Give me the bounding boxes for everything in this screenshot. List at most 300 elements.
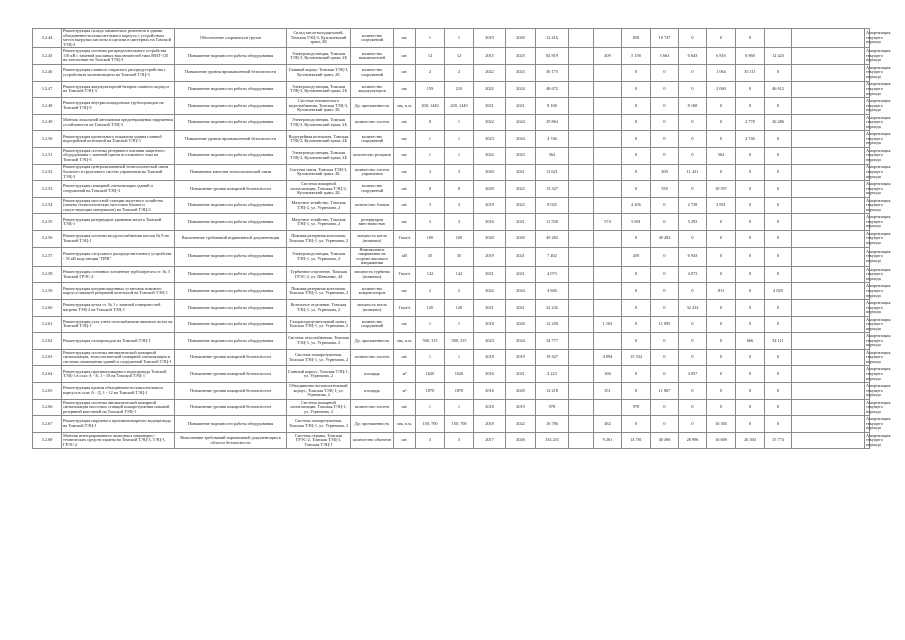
cell-a: 8 bbox=[416, 181, 445, 198]
cell-src: Амортизация текущего периода bbox=[866, 283, 891, 298]
cell-num: 3.2.65 bbox=[33, 383, 62, 400]
cell-c2: 0 bbox=[622, 64, 651, 81]
cell-c1: 9 261 bbox=[594, 432, 622, 449]
cell-c7: 0 bbox=[765, 131, 792, 148]
cell-unit: мм, п.м. bbox=[394, 98, 416, 115]
cell-src: Амортизация текущего периода bbox=[866, 214, 891, 229]
cell-loc: Электроподстанция, Томская ТЭЦ-3, Кузовлевский тракт, 2Б bbox=[287, 114, 351, 131]
cell-empty bbox=[792, 247, 865, 266]
cell-c4: 0 bbox=[679, 333, 707, 350]
cell-empty bbox=[569, 432, 594, 449]
cell-goal: Повышение надежности работы оборудования bbox=[175, 416, 287, 433]
cell-c5: 0 bbox=[707, 349, 736, 366]
cell-src: Амортизация текущего периода bbox=[866, 114, 891, 129]
cell-char: количество сооружений bbox=[351, 64, 394, 81]
cell-c7: 34 111 bbox=[765, 333, 792, 350]
cell-c4: 0 bbox=[679, 81, 707, 98]
cell-char: количество блоков bbox=[351, 197, 394, 214]
cell-loc: Электроподстанция, Томская ТЭЦ-3, Кузовлевский тракт, 2Б bbox=[287, 147, 351, 164]
cell-end: 2021 bbox=[506, 266, 536, 283]
cell-b: 2 bbox=[445, 283, 474, 300]
cell-a: 1 bbox=[416, 29, 445, 48]
cell-c2: 0 bbox=[622, 98, 651, 115]
cell-c1 bbox=[594, 81, 622, 98]
cell-num: 3.2.44 bbox=[33, 29, 62, 48]
cell-c5: 0 bbox=[707, 29, 736, 48]
cell-c6: 0 bbox=[736, 230, 765, 247]
cell-c4: 0 bbox=[679, 114, 707, 131]
cell-c1 bbox=[594, 181, 622, 198]
cell-c5: 0 bbox=[707, 164, 736, 181]
cell-c2: 0 bbox=[622, 164, 651, 181]
cell-cost: 13 327 bbox=[536, 181, 569, 198]
cell-a: 12 bbox=[416, 48, 445, 65]
cell-c2: 0 bbox=[622, 366, 651, 383]
cell-num: 3.2.52 bbox=[33, 164, 62, 181]
cell-num: 3.2.58 bbox=[33, 266, 62, 283]
cell-c3: 0 bbox=[651, 266, 679, 283]
cell-b: 150, 700 bbox=[445, 416, 474, 433]
cell-goal: Повышение уровня промышленной безопасности bbox=[175, 131, 287, 148]
cell-num: 3.2.68 bbox=[33, 432, 62, 449]
table-row bbox=[33, 147, 870, 164]
cell-goal: Повышение надежности работы оборудования bbox=[175, 266, 287, 283]
cell-unit: шт. bbox=[394, 432, 416, 449]
cell-char: количество сооружений bbox=[351, 131, 394, 148]
cell-cost: 11 558 bbox=[536, 214, 569, 231]
cell-c6: 0 bbox=[736, 98, 765, 115]
cell-c4: 6 643 bbox=[679, 48, 707, 65]
cell-src: Амортизация текущего периода bbox=[866, 432, 891, 447]
cell-b: 200, 1440 bbox=[445, 98, 474, 115]
cell-empty bbox=[792, 316, 865, 333]
cell-unit: мм, п.м. bbox=[394, 333, 416, 350]
cell-src: Амортизация текущего периода bbox=[866, 81, 891, 96]
cell-c6: 0 bbox=[736, 416, 765, 433]
cell-cost: 32 232 bbox=[536, 300, 569, 317]
table-row bbox=[33, 29, 870, 48]
cell-unit: шт. bbox=[394, 316, 416, 333]
cell-goal: Повышение уровня пожарной безопасности bbox=[175, 349, 287, 366]
cell-c4: 0 bbox=[679, 383, 707, 400]
cell-loc: Система технического водоснабжения, Томская ТЭЦ-3, Кузовлевский тракт, 2Б bbox=[287, 98, 351, 115]
cell-num: 3.2.67 bbox=[33, 416, 62, 433]
cell-b: 1 bbox=[445, 147, 474, 164]
cell-cost: 12 218 bbox=[536, 383, 569, 400]
cell-c2: 459 bbox=[622, 247, 651, 266]
cell-goal: Повышение уровня пожарной безопасности bbox=[175, 383, 287, 400]
cell-char: количество систем bbox=[351, 399, 394, 416]
cell-b: 1 bbox=[445, 349, 474, 366]
cell-empty bbox=[569, 81, 594, 98]
cell-char: мощность котла (номинал) bbox=[351, 230, 394, 247]
cell-c1 bbox=[594, 64, 622, 81]
cell-loc: Система газоснабжения, Томская ТЭЦ-1, ул. Угрюмова, 2 bbox=[287, 333, 351, 350]
cell-name: Реконструкция пожарной сигнализации зданий и сооружений на Томской ТЭЦ-3 bbox=[62, 181, 175, 198]
cell-empty bbox=[569, 164, 594, 181]
cell-cost: 36 175 bbox=[536, 64, 569, 81]
cell-end: 2022 bbox=[506, 416, 536, 433]
cell-cost: 12 416 bbox=[536, 29, 569, 48]
cell-goal: Повышение надежности работы оборудования bbox=[175, 316, 287, 333]
cell-c6: 35 111 bbox=[736, 64, 765, 81]
cell-loc: Мазутное хозяйство, Томская ТЭЦ-1, ул. Угрюмова, 2 bbox=[287, 214, 351, 231]
cell-c4: 0 bbox=[679, 29, 707, 48]
cell-c6: 0 bbox=[736, 383, 765, 400]
cell-c6: 0 bbox=[736, 300, 765, 317]
cell-end: 2019 bbox=[506, 399, 536, 416]
cell-num: 3.2.57 bbox=[33, 247, 62, 266]
cell-c7: 0 bbox=[765, 214, 792, 231]
cell-c2: 0 bbox=[622, 230, 651, 247]
cell-b: 1 bbox=[445, 131, 474, 148]
cell-name: Реконструкция склада химических реагентов в здании объединенно-вспомогательного корпуса с устройством места выгрузки кислоты и щелочи в цистернах на Томской ТЭЦ-3 bbox=[62, 29, 175, 48]
cell-c1 bbox=[594, 29, 622, 48]
cell-c7: 0 bbox=[765, 147, 792, 164]
table-row bbox=[33, 197, 870, 214]
cell-src: Амортизация текущего периода bbox=[866, 266, 891, 281]
cell-c3: 0 bbox=[651, 131, 679, 148]
cell-src: Амортизация текущего периода bbox=[866, 366, 891, 381]
cell-a: 100 bbox=[416, 230, 445, 247]
cell-name: Реконструкция противопожарного водопровода Томской ТЭЦ-1 в осях А - Е, 1 - 10 на Томской ТЭЦ-1 bbox=[62, 366, 175, 383]
cell-end: 2026 bbox=[506, 432, 536, 449]
cell-empty bbox=[792, 114, 865, 131]
cell-a: 1870 bbox=[416, 383, 445, 400]
cell-name: Реконструкция узла учета газоснабжения пикового котла на Томской ТЭЦ-1 bbox=[62, 316, 175, 333]
cell-c5: 562 bbox=[707, 147, 736, 164]
cell-c7: 0 bbox=[765, 98, 792, 115]
cell-c5: 0 bbox=[707, 114, 736, 131]
table-body bbox=[33, 28, 891, 449]
cell-c7: 0 bbox=[765, 164, 792, 181]
cell-b: 1 bbox=[445, 399, 474, 416]
cell-c2: 0 bbox=[622, 316, 651, 333]
cell-unit: шт. bbox=[394, 29, 416, 48]
cell-empty bbox=[792, 164, 865, 181]
cell-cost: 154 231 bbox=[536, 432, 569, 449]
cell-start: 2022 bbox=[474, 283, 506, 300]
cell-loc: Система пожарной сигнализации, Томская ТЭЦ-3, Кузовлевский тракт, 2Б bbox=[287, 181, 351, 198]
cell-c3: 0 bbox=[651, 98, 679, 115]
cell-empty bbox=[792, 399, 865, 416]
cell-cost: 12 258 bbox=[536, 316, 569, 333]
cell-unit: шт. bbox=[394, 48, 416, 65]
cell-c5: 0 bbox=[707, 366, 736, 383]
cell-unit: шт. bbox=[394, 214, 416, 231]
cell-unit: шт. bbox=[394, 181, 416, 198]
cell-num: 3.2.63 bbox=[33, 349, 62, 366]
cell-c7: 15 774 bbox=[765, 432, 792, 449]
cell-c6: 0 bbox=[736, 81, 765, 98]
cell-unit: шт. bbox=[394, 164, 416, 181]
cell-char: количество сооружений bbox=[351, 316, 394, 333]
cell-end: 2021 bbox=[506, 300, 536, 317]
cell-c6: 0 bbox=[736, 164, 765, 181]
cell-char: Ду, протяженность bbox=[351, 333, 394, 350]
cell-c3: 5 663 bbox=[651, 48, 679, 65]
cell-a: 0 bbox=[416, 114, 445, 131]
cell-end: 2020 bbox=[506, 29, 536, 48]
cell-char: количество систем bbox=[351, 349, 394, 366]
cell-char: Ду, протяженность bbox=[351, 416, 394, 433]
cell-cost: 562 bbox=[536, 147, 569, 164]
table-row bbox=[33, 181, 870, 198]
cell-goal: Повышение надежности работы оборудования bbox=[175, 48, 287, 65]
cell-c4: 6 943 bbox=[679, 247, 707, 266]
cell-c5: 16 305 bbox=[707, 416, 736, 433]
cell-empty bbox=[792, 64, 865, 81]
cell-name: Реконструкция насосной станции мазутного хозяйства (замена технологических насосных блоков и сопутствующих материалов) на Томской ТЭЦ-2 bbox=[62, 197, 175, 214]
cell-c4: 32 232 bbox=[679, 300, 707, 317]
cell-end: 2021 bbox=[506, 98, 536, 115]
cell-start: 2016 bbox=[474, 383, 506, 400]
cell-empty bbox=[792, 48, 865, 65]
table-row bbox=[33, 81, 870, 98]
cell-num: 3.2.49 bbox=[33, 114, 62, 131]
cell-goal: Повышение надежности работы оборудования bbox=[175, 214, 287, 231]
cell-c1: 4 094 bbox=[594, 349, 622, 366]
cell-empty bbox=[792, 416, 865, 433]
cell-char: Номинальное напряжение на стороне высокого напряжения bbox=[351, 247, 394, 266]
cell-c6: 26 304 bbox=[736, 432, 765, 449]
cell-b: 120 bbox=[445, 300, 474, 317]
cell-goal: Повышение надежности работы оборудования bbox=[175, 114, 287, 131]
cell-loc: Главный корпус Томская ТЭЦ-3, Кузовлевский тракт, 2Б bbox=[287, 64, 351, 81]
cell-cost: 8 025 bbox=[536, 197, 569, 214]
cell-c5: 10 597 bbox=[707, 181, 736, 198]
cell-empty bbox=[792, 300, 865, 317]
table-row bbox=[33, 333, 870, 350]
cell-name: Реконструкция системы автоматической пожарной сигнализации, технологической пожарной сигнализации и системы оповещения зданий и сооружений Томской ТЭЦ-1 bbox=[62, 349, 175, 366]
cell-c5: 0 bbox=[707, 131, 736, 148]
cell-c6: 0 bbox=[736, 197, 765, 214]
cell-cost: 8 168 bbox=[536, 98, 569, 115]
cell-src: Амортизация текущего периода bbox=[866, 349, 891, 364]
cell-goal: Выполнение требований нормативной документации bbox=[175, 230, 287, 247]
cell-name: Реконструкция наружного противопожарного водопровода на Томской ТЭЦ-1 bbox=[62, 416, 175, 433]
cell-c2: 0 bbox=[622, 266, 651, 283]
cell-c1 bbox=[594, 300, 622, 317]
cell-b: 1 bbox=[445, 29, 474, 48]
cell-unit: шт. bbox=[394, 283, 416, 300]
cell-c1 bbox=[594, 147, 622, 164]
cell-c3: 40 496 bbox=[651, 432, 679, 449]
cell-c6: 2 778 bbox=[736, 114, 765, 131]
cell-a: 3 bbox=[416, 432, 445, 449]
cell-c3: 0 bbox=[651, 300, 679, 317]
cell-c4: 0 bbox=[679, 349, 707, 366]
cell-b: 35 bbox=[445, 247, 474, 266]
cell-loc: Мазутное хозяйство, Томская ТЭЦ-2, ул. Угрюмова, 2 bbox=[287, 197, 351, 214]
cell-start: 2021 bbox=[474, 98, 506, 115]
cell-c7: 0 bbox=[765, 349, 792, 366]
cell-c3: 0 bbox=[651, 333, 679, 350]
cell-start: 2022 bbox=[474, 81, 506, 98]
cell-c4: 11 421 bbox=[679, 164, 707, 181]
cell-b: 1620 bbox=[445, 366, 474, 383]
cell-cost: 4 223 bbox=[536, 366, 569, 383]
cell-name: Реконструкция централизованной технологической связи блочного и группового систем управления на Томской ТЭЦ-3 bbox=[62, 164, 175, 181]
cell-src: Амортизация текущего периода bbox=[865, 247, 870, 266]
cell-start: 2020 bbox=[474, 230, 506, 247]
cell-empty bbox=[792, 333, 865, 350]
cell-char: Ду, протяженность bbox=[351, 98, 394, 115]
cell-c6: 4 746 bbox=[736, 131, 765, 148]
cell-loc: Система пожаротушения, Томская ТЭЦ-1, ул. Угрюмова, 2 bbox=[287, 416, 351, 433]
cell-c5: 811 bbox=[707, 283, 736, 300]
table-row bbox=[33, 247, 870, 266]
cell-empty bbox=[792, 349, 865, 366]
cell-empty bbox=[569, 48, 594, 65]
table-row bbox=[33, 131, 870, 148]
cell-c2: 0 bbox=[622, 114, 651, 131]
cell-c4: 0 bbox=[679, 230, 707, 247]
cell-c6: 0 bbox=[736, 366, 765, 383]
cell-c2: 0 bbox=[622, 81, 651, 98]
cell-c6: 0 bbox=[736, 399, 765, 416]
cell-c2: 15 334 bbox=[622, 349, 651, 366]
cell-a: 1 bbox=[416, 399, 445, 416]
cell-goal: Повышение надежности работы оборудования bbox=[175, 197, 287, 214]
cell-c1 bbox=[594, 197, 622, 214]
cell-a: 1 bbox=[416, 316, 445, 333]
cell-c6: 0 bbox=[736, 181, 765, 198]
cell-name: Реконструкция главного открытого распредустройства с устройством молниезащиты на Томской ТЭЦ-3 bbox=[62, 64, 175, 81]
cell-empty bbox=[569, 131, 594, 148]
table-row bbox=[33, 349, 870, 366]
cell-num: 3.2.47 bbox=[33, 81, 62, 98]
cell-empty bbox=[569, 300, 594, 317]
cell-b: 3 bbox=[445, 214, 474, 231]
cell-empty bbox=[569, 349, 594, 366]
cell-c3: 11 095 bbox=[651, 316, 679, 333]
cell-char: количество объектов bbox=[351, 432, 394, 449]
cell-src: Амортизация текущего периода bbox=[866, 197, 891, 212]
cell-start: 2016 bbox=[474, 366, 506, 383]
cell-num: 3.2.64 bbox=[33, 366, 62, 383]
cell-a: 35 bbox=[416, 247, 445, 266]
cell-loc: Газораспределительный пункт, Томская ТЭЦ-1, ул. Угрюмова, 2 bbox=[287, 316, 351, 333]
cell-c5: 0 bbox=[707, 333, 736, 350]
cell-c2: 0 bbox=[622, 300, 651, 317]
cell-b: 3 bbox=[445, 432, 474, 449]
table-row bbox=[33, 432, 870, 449]
cell-cost: 4 840 bbox=[536, 283, 569, 300]
cell-c3: 49 282 bbox=[651, 230, 679, 247]
cell-goal: Повышение уровня промышленной безопасности bbox=[175, 64, 287, 81]
cell-b: 1 bbox=[445, 114, 474, 131]
cell-empty bbox=[792, 383, 865, 400]
cell-src: Амортизация текущего периода bbox=[866, 416, 891, 431]
cell-c3: 0 bbox=[651, 114, 679, 131]
cell-end: 2019 bbox=[506, 349, 536, 366]
cell-c2: 850 bbox=[622, 29, 651, 48]
cell-num: 3.2.56 bbox=[33, 230, 62, 247]
cell-loc: Пиковая резервная котельная, Томская ТЭЦ-1, ул. Угрюмова, 2 bbox=[287, 283, 351, 300]
cell-num: 3.2.59 bbox=[33, 283, 62, 300]
cell-empty bbox=[569, 366, 594, 383]
cell-name: Реконструкция кровли объединенно-вспомогательного корпуса в осях А - Д, 1 - 12 на Томской ТЭЦ-1 bbox=[62, 383, 175, 400]
cell-end: 2024 bbox=[506, 114, 536, 131]
cell-loc: Электроподстанция, Томская ТЭЦ-1, ул. Угрюмова, 2 bbox=[287, 247, 351, 266]
cell-empty bbox=[569, 181, 594, 198]
cell-cost: 48 672 bbox=[536, 81, 569, 98]
cell-name: Монтаж интегрированного комплекса инженерно - технических средств охраны на Томской ТЭЦ-3, ТЭЦ-1, ГРЭС-2 bbox=[62, 432, 175, 449]
cell-c6: 0 bbox=[736, 29, 765, 48]
cell-num: 3.2.55 bbox=[33, 214, 62, 231]
cell-c7: 0 bbox=[765, 64, 792, 81]
cell-loc: Котельное отделение, Томская ТЭЦ-1, ул. Угрюмова, 2 bbox=[287, 300, 351, 317]
table-row bbox=[33, 98, 870, 115]
cell-cost: 7 402 bbox=[536, 247, 569, 266]
cell-b: 142 bbox=[445, 266, 474, 283]
cell-c4: 4 057 bbox=[679, 366, 707, 383]
cell-empty bbox=[569, 114, 594, 131]
cell-c6: 0 bbox=[736, 266, 765, 283]
cell-src: Амортизация текущего периода bbox=[866, 316, 891, 331]
cell-empty bbox=[569, 399, 594, 416]
cell-cost: 29 864 bbox=[536, 114, 569, 131]
cell-start: 2018 bbox=[474, 399, 506, 416]
cell-c7: 0 bbox=[765, 416, 792, 433]
cell-c5: 0 bbox=[707, 98, 736, 115]
cell-name: Монтаж локальной автоматики предотвращения нарушения устойчивости на Томской ТЭЦ-3 bbox=[62, 114, 175, 131]
table-row bbox=[33, 164, 870, 181]
cell-c7: 0 bbox=[765, 230, 792, 247]
cell-c6: 0 bbox=[736, 349, 765, 366]
cell-char: количество конденсаторов bbox=[351, 283, 394, 300]
cell-end: 2024 bbox=[506, 333, 536, 350]
cell-cost: 978 bbox=[536, 399, 569, 416]
cell-goal: Повышение надежности работы оборудования bbox=[175, 300, 287, 317]
cell-empty bbox=[792, 366, 865, 383]
cell-a: 1 bbox=[416, 349, 445, 366]
cell-c3: 559 bbox=[651, 181, 679, 198]
cell-loc: Склад кислотоподщелочей, Томская ТЭЦ-3, Кузовлевский тракт, 2Б bbox=[287, 29, 351, 48]
cell-char: мощность турбины (номинал) bbox=[351, 266, 394, 283]
cell-a: 2 bbox=[416, 64, 445, 81]
investment-program-table bbox=[32, 28, 891, 449]
cell-c1 bbox=[594, 333, 622, 350]
cell-cost: 82 819 bbox=[536, 48, 569, 65]
cell-c4: 0 bbox=[679, 64, 707, 81]
cell-c7: 0 bbox=[765, 197, 792, 214]
cell-empty bbox=[569, 316, 594, 333]
cell-unit: шт. bbox=[394, 349, 416, 366]
cell-num: 3.2.60 bbox=[33, 300, 62, 317]
cell-cost: 16 786 bbox=[536, 416, 569, 433]
cell-end: 2020 bbox=[506, 383, 536, 400]
cell-name: Реконструкция конденсационных установок пикового корпуса пиковой резервной котельной на Томской ТЭЦ-1 bbox=[62, 283, 175, 300]
cell-b: 500, 315 bbox=[445, 333, 474, 350]
cell-end: 2021 bbox=[506, 366, 536, 383]
cell-c2: 0 bbox=[622, 333, 651, 350]
cell-src: Амортизация текущего периода bbox=[866, 299, 891, 315]
cell-loc: Система пожаротушения, Томская ТЭЦ-1, ул. Угрюмова, 2 bbox=[287, 349, 351, 366]
cell-c7: 46 612 bbox=[765, 81, 792, 98]
cell-c6: 666 bbox=[736, 333, 765, 350]
cell-c6: 0 bbox=[736, 316, 765, 333]
cell-c3: 10 747 bbox=[651, 29, 679, 48]
cell-start: 2023 bbox=[474, 131, 506, 148]
cell-c2: 978 bbox=[622, 399, 651, 416]
cell-unit: Гкал/ч bbox=[394, 300, 416, 317]
cell-c6: 0 bbox=[736, 247, 765, 266]
cell-empty bbox=[569, 214, 594, 231]
cell-a: 1 bbox=[416, 131, 445, 148]
cell-goal: Выполнение требований нормативной документации в области безопасности bbox=[175, 432, 287, 449]
